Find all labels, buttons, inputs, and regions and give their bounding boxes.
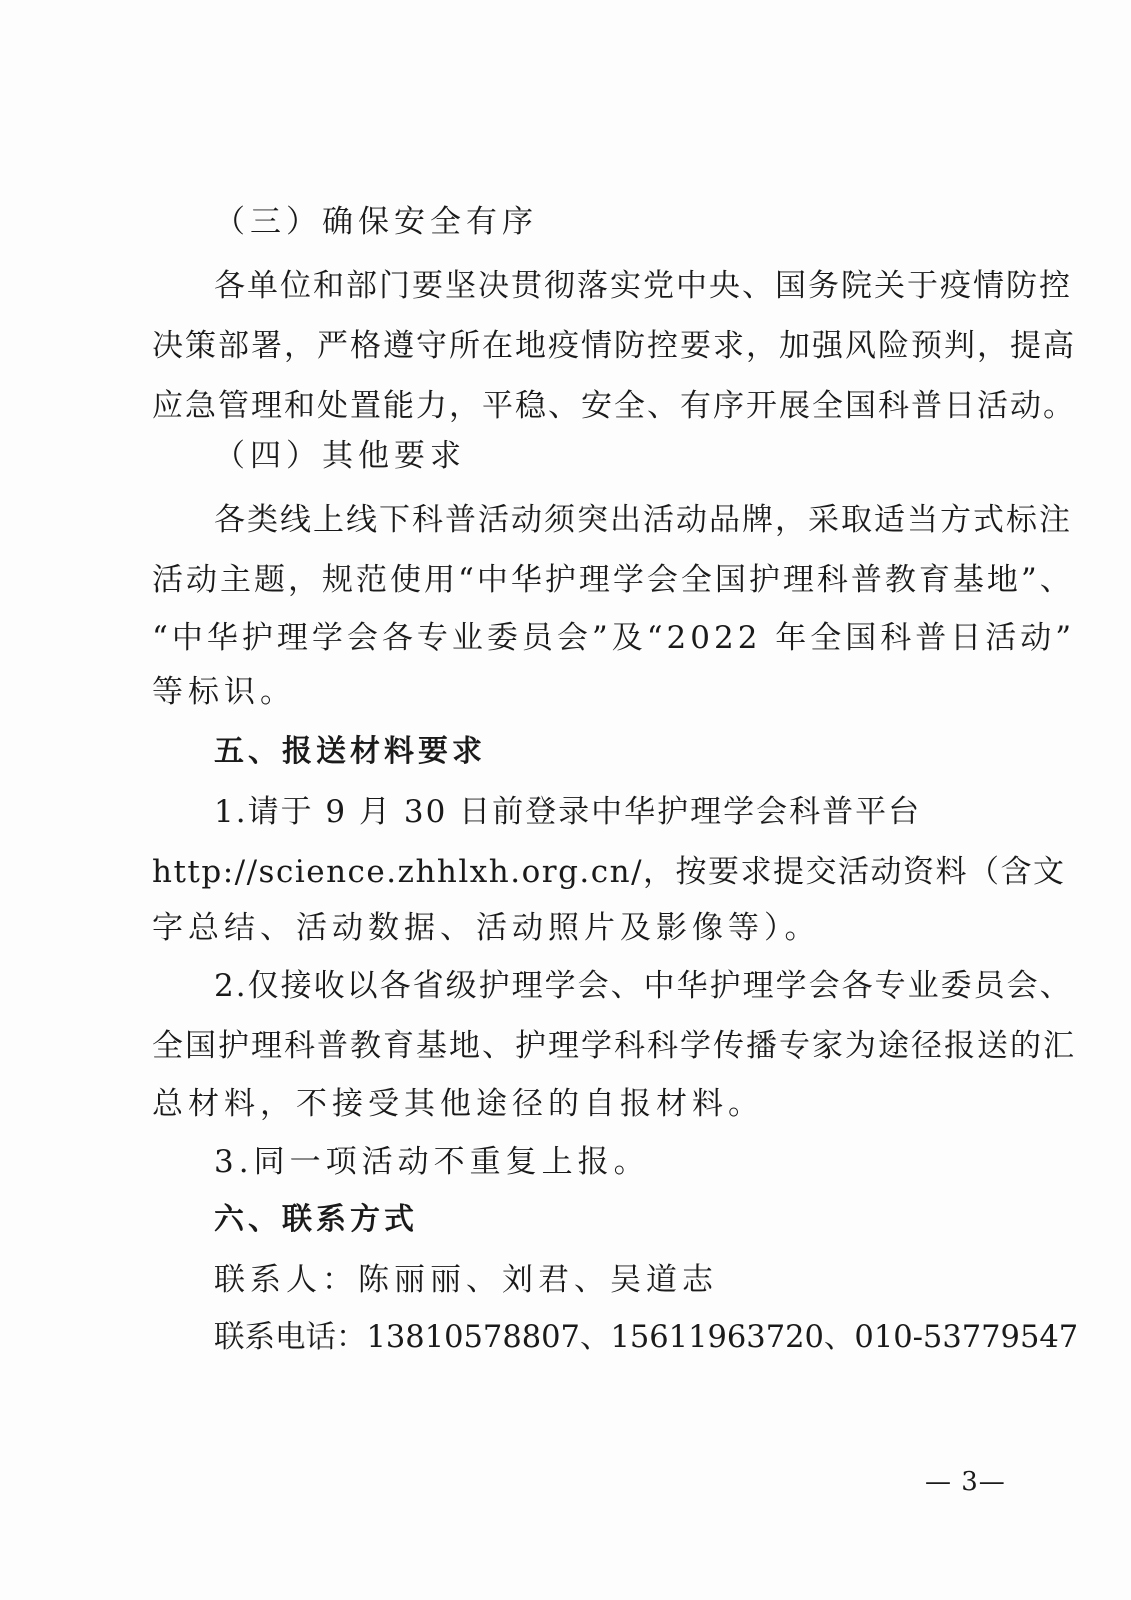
paragraph-line: 决策部署，严格遵守所在地疫情防控要求，加强风险预判，提高 — [152, 328, 1076, 364]
paragraph-line: 活动主题，规范使用“中华护理学会全国护理科普教育基地”、 — [152, 562, 1074, 598]
section-heading-6: 六、联系方式 — [214, 1202, 418, 1237]
section-heading-5: 五、报送材料要求 — [214, 734, 486, 769]
subheading-3: （三）确保安全有序 — [214, 204, 538, 240]
paragraph-line: 各单位和部门要坚决贯彻落实党中央、国务院关于疫情防控 — [214, 268, 1072, 304]
page-number: — 3— — [925, 1467, 1006, 1497]
paragraph-line: “中华护理学会各专业委员会”及“2022 年全国科普日活动” — [152, 620, 1076, 656]
paragraph-line: 2.仅接收以各省级护理学会、中华护理学会各专业委员会、 — [214, 968, 1073, 1004]
subheading-4: （四）其他要求 — [214, 438, 466, 474]
paragraph-line: 字总结、活动数据、活动照片及影像等）。 — [152, 910, 821, 946]
paragraph-line: 3.同一项活动不重复上报。 — [214, 1144, 650, 1180]
paragraph-line: 总材料，不接受其他途径的自报材料。 — [152, 1086, 764, 1122]
paragraph-line: 等标识。 — [152, 674, 296, 710]
paragraph-line: http://science.zhhlxh.org.cn/，按要求提交活动资料（含文 — [152, 854, 1066, 890]
paragraph-line: 全国护理科普教育基地、护理学科科学传播专家为途径报送的汇 — [152, 1028, 1076, 1064]
paragraph-line: 各类线上线下科普活动须突出活动品牌，采取适当方式标注 — [214, 502, 1072, 538]
paragraph-line: 1.请于 9 月 30 日前登录中华护理学会科普平台 — [214, 794, 922, 830]
contact-phones: 联系电话：13810578807、15611963720、010-53779547 — [214, 1320, 1079, 1355]
paragraph-line: 应急管理和处置能力，平稳、安全、有序开展全国科普日活动。 — [152, 388, 1076, 424]
contact-persons: 联系人：陈丽丽、刘君、吴道志 — [214, 1262, 718, 1298]
